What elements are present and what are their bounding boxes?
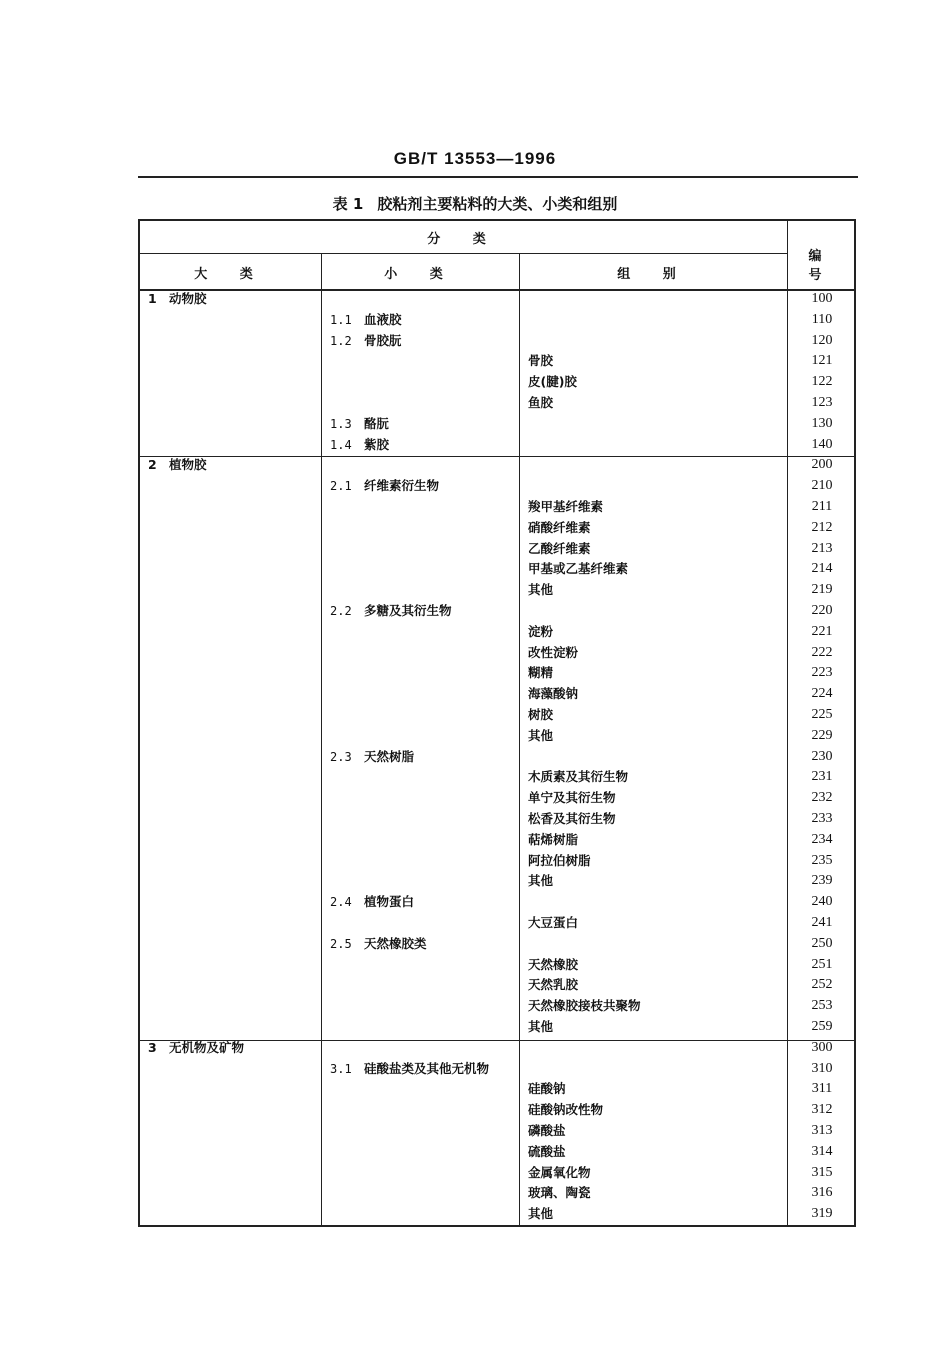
code-cell: 213: [811, 540, 833, 556]
code-cell: 100: [811, 291, 833, 306]
header-category-group: 分 类: [427, 232, 500, 247]
code-cell: 224: [811, 686, 833, 702]
code-cell: 251: [811, 956, 833, 972]
code-cell: 314: [811, 1143, 833, 1159]
group-cell: 硫酸盐: [528, 1143, 566, 1159]
major-class-name: 植物胶: [169, 457, 207, 473]
code-cell: 241: [811, 915, 833, 930]
minor-class-number: 1.2: [330, 333, 352, 348]
code-cell: 231: [811, 769, 833, 785]
code-cell: 234: [811, 831, 833, 847]
group-cell: 阿拉伯树脂: [528, 852, 591, 868]
code-cell: 252: [811, 977, 833, 993]
group-cell: 羧甲基纤维素: [528, 499, 604, 514]
minor-class-number: 1.3: [330, 416, 352, 431]
minor-class-number: 2.5: [330, 936, 352, 951]
group-cell: 玻璃、陶瓷: [528, 1185, 591, 1201]
minor-class-number: 2.2: [330, 604, 352, 618]
group-cell: 改性淀粉: [528, 644, 579, 660]
code-cell: 240: [811, 894, 833, 910]
minor-class-cell: [330, 476, 439, 497]
minor-class-name: 硅酸盐类及其他无机物: [364, 1060, 490, 1076]
minor-class-number: 2.1: [330, 479, 352, 494]
code-cell: 140: [811, 436, 833, 452]
minor-class-cell: [330, 892, 414, 913]
code-cell: 253: [811, 998, 833, 1014]
code-cell: 312: [811, 1102, 833, 1118]
code-cell: 310: [811, 1060, 833, 1076]
minor-class-name: 植物蛋白: [364, 894, 415, 910]
major-class-cell: [148, 289, 207, 310]
group-cell: 树胶: [528, 707, 554, 722]
group-cell: 糊精: [528, 665, 554, 681]
minor-class-cell: [330, 934, 427, 955]
group-cell: 大豆蛋白: [528, 915, 579, 930]
code-cell: 250: [811, 935, 833, 951]
header-divider: [138, 253, 788, 254]
code-cell: 235: [811, 852, 833, 868]
code-cell: 120: [811, 332, 833, 348]
group-cell: 单宁及其衍生物: [528, 790, 616, 806]
group-cell: 磷酸盐: [528, 1123, 566, 1138]
major-class-cell: [148, 455, 207, 476]
code-cell: 259: [811, 1019, 833, 1034]
header-minor-class: 小 类: [384, 267, 457, 282]
section-divider: [138, 1040, 856, 1041]
code-cell: 311: [811, 1081, 833, 1097]
table-number: 表 1: [332, 195, 364, 213]
section-divider: [138, 456, 856, 457]
group-cell: 乙酸纤维素: [528, 540, 591, 556]
group-cell: 木质素及其衍生物: [528, 769, 629, 785]
minor-class-cell: [330, 414, 389, 435]
code-cell: 123: [811, 395, 833, 410]
minor-class-name: 天然橡胶类: [364, 935, 427, 951]
code-cell: 229: [811, 727, 833, 743]
code-cell: 210: [811, 478, 833, 494]
major-class-number: 1: [148, 291, 157, 306]
code-cell: 220: [811, 603, 833, 618]
column-divider-3: [787, 219, 788, 1227]
minor-class-name: 纤维素衍生物: [364, 478, 440, 494]
code-cell: 230: [811, 748, 833, 764]
major-class-name: 无机物及矿物: [169, 1039, 245, 1055]
group-cell: 硅酸钠: [528, 1081, 566, 1097]
group-cell: 其他: [528, 873, 554, 889]
minor-class-number: 3.1: [330, 1061, 352, 1076]
minor-class-cell: [330, 435, 389, 456]
minor-class-cell: [330, 310, 402, 331]
group-cell: 鱼胶: [528, 395, 554, 410]
minor-class-number: 2.3: [330, 749, 352, 764]
code-cell: 212: [811, 519, 833, 535]
code-cell: 222: [811, 644, 833, 660]
minor-class-cell: [330, 331, 402, 352]
code-cell: 110: [811, 311, 833, 327]
code-cell: 225: [811, 707, 833, 722]
group-cell: 其他: [528, 582, 554, 598]
group-cell: 其他: [528, 727, 554, 743]
minor-class-name: 多糖及其衍生物: [364, 603, 452, 618]
group-cell: 海藻酸钠: [528, 686, 579, 702]
code-cell: 223: [811, 665, 833, 681]
minor-class-name: 酪朊: [364, 415, 390, 431]
major-class-cell: [148, 1038, 244, 1059]
group-cell: 天然橡胶接枝共聚物: [528, 998, 641, 1014]
group-cell: 其他: [528, 1206, 554, 1222]
header-major-class: 大 类: [194, 267, 267, 282]
group-cell: 淀粉: [528, 623, 554, 639]
column-divider-1: [321, 253, 322, 1227]
minor-class-number: 1.4: [330, 437, 352, 452]
minor-class-number: 1.1: [330, 312, 352, 327]
group-cell: 皮(腱)胶: [528, 374, 577, 390]
table-caption: 胶粘剂主要粘料的大类、小类和组别: [377, 195, 618, 213]
header-code: 编 号: [808, 249, 834, 283]
code-cell: 214: [811, 561, 833, 577]
header-rule: [138, 176, 858, 178]
major-class-number: 3: [148, 1039, 157, 1055]
code-cell: 232: [811, 790, 833, 806]
group-cell: 甲基或乙基纤维素: [528, 561, 629, 577]
table-title: [0, 193, 950, 214]
code-cell: 233: [811, 811, 833, 826]
minor-class-name: 骨胶朊: [364, 332, 402, 348]
code-cell: 313: [811, 1123, 833, 1138]
group-cell: 硝酸纤维素: [528, 519, 591, 535]
major-class-name: 动物胶: [169, 291, 207, 306]
code-cell: 319: [811, 1206, 833, 1222]
minor-class-name: 紫胶: [364, 436, 390, 452]
minor-class-cell: [330, 601, 452, 622]
table-frame: [138, 219, 856, 1227]
minor-class-cell: [330, 747, 414, 768]
minor-class-name: 天然树脂: [364, 748, 415, 764]
minor-class-cell: [330, 1059, 489, 1080]
group-cell: 骨胶: [528, 353, 554, 369]
group-cell: 其他: [528, 1019, 554, 1034]
major-class-number: 2: [148, 457, 157, 473]
code-cell: 219: [811, 582, 833, 598]
minor-class-number: 2.4: [330, 895, 352, 910]
code-cell: 239: [811, 873, 833, 889]
code-cell: 200: [811, 457, 833, 473]
code-cell: 211: [811, 499, 833, 514]
code-cell: 130: [811, 415, 833, 431]
group-cell: 萜烯树脂: [528, 831, 579, 847]
code-cell: 300: [811, 1039, 833, 1055]
header-bottom-rule: [138, 289, 856, 291]
group-cell: 天然乳胶: [528, 977, 579, 993]
column-divider-2: [519, 253, 520, 1227]
code-cell: 121: [811, 353, 833, 369]
code-cell: 122: [811, 374, 833, 390]
code-cell: 316: [811, 1185, 833, 1201]
group-cell: 硅酸钠改性物: [528, 1102, 604, 1118]
minor-class-name: 血液胶: [364, 311, 402, 327]
standard-number: GB/T 13553—1996: [393, 149, 557, 168]
code-cell: 221: [811, 623, 833, 639]
group-cell: 天然橡胶: [528, 956, 579, 972]
header-group: 组 别: [617, 267, 690, 282]
group-cell: 松香及其衍生物: [528, 811, 616, 826]
code-cell: 315: [811, 1164, 833, 1180]
group-cell: 金属氧化物: [528, 1164, 591, 1180]
